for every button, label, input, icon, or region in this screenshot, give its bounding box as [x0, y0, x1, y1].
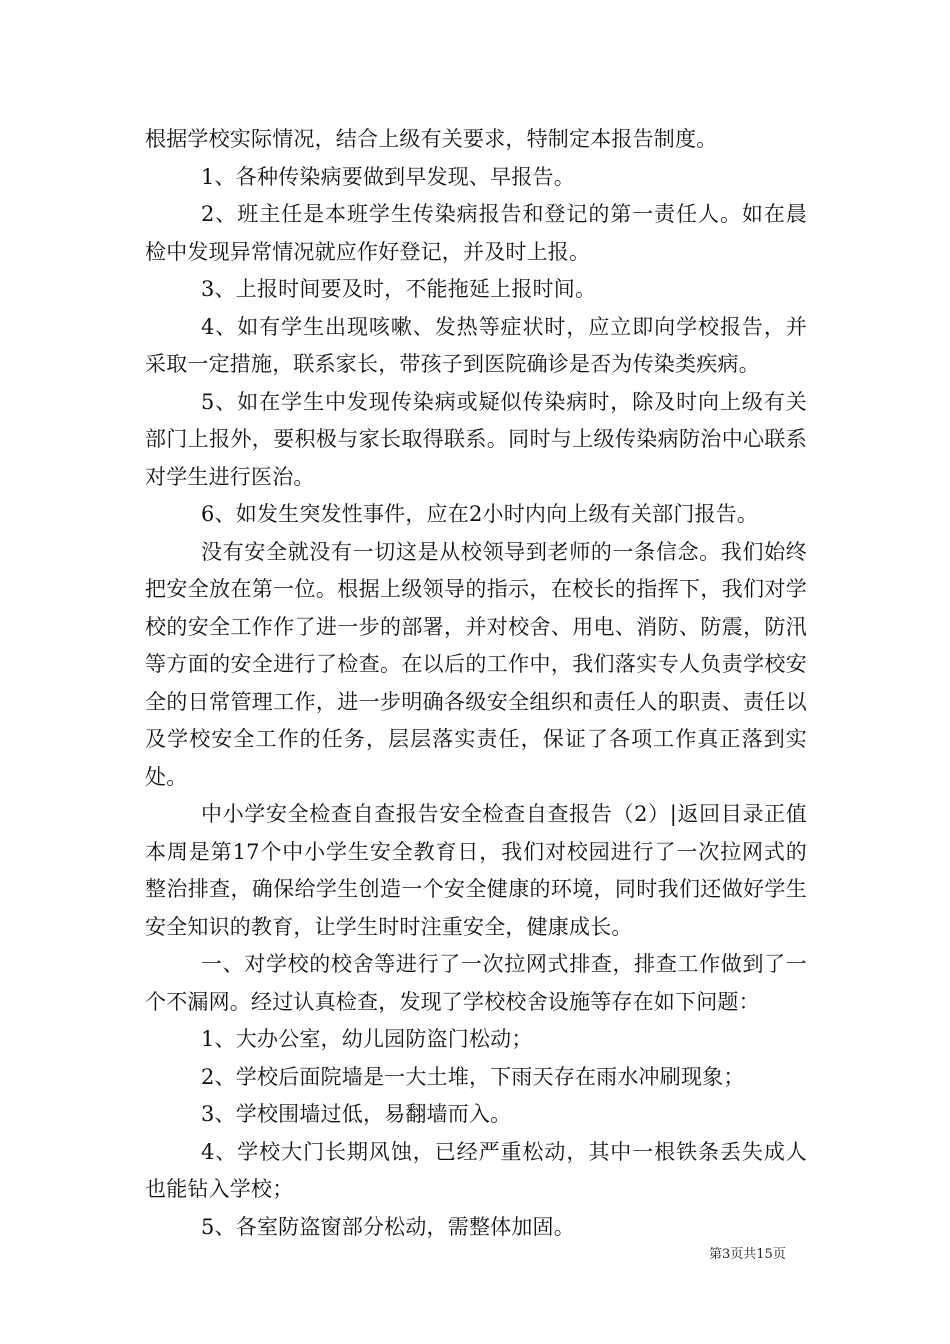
- paragraph: 5、各室防盗窗部分松动，需整体加固。: [201, 1214, 575, 1239]
- paragraph: 1、大办公室，幼儿园防盗门松动；: [201, 1027, 533, 1051]
- paragraph: 6、如发生突发性事件，应在2小时内向上级有关部门报告。: [201, 502, 759, 526]
- page-number: 第3页共15页: [709, 1247, 786, 1262]
- paragraph: 中小学安全检查自查报告安全检查自查报告（2）|返回目录正值本周是第17个中小学生安全教育日，我们对校园进行了一次拉网式的整治排查，确保给学生创造一个安全健康的环境，同时我们还做好学生安全知识的教育，让学生时时注重安全，健康成长。: [145, 802, 807, 939]
- paragraph: 根据学校实际情况，结合上级有关要求，特制定本报告制度。: [145, 127, 718, 151]
- paragraph: 2、学校后面院墙是一大土堆，下雨天存在雨水冲刷现象；: [201, 1064, 745, 1089]
- paragraph: 1、各种传染病要做到早发现、早报告。: [201, 164, 575, 189]
- paragraph: 一、对学校的校舍等进行了一次拉网式排查，排查工作做到了一个不漏网。经过认真检查，发现了学校校舍设施等存在如下问题：: [145, 952, 807, 1014]
- paragraph: 3、上报时间要及时，不能拖延上报时间。: [201, 277, 597, 301]
- paragraph: 4、学校大门长期风蚀，已经严重松动，其中一根铁条丢失成人也能钻入学校；: [145, 1139, 807, 1201]
- paragraph: 2、班主任是本班学生传染病报告和登记的第一责任人。如在晨检中发现异常情况就应作好登记，并及时上报。: [145, 202, 807, 264]
- paragraph: 5、如在学生中发现传染病或疑似传染病时，除及时向上级有关部门上报外，要积极与家长取得联系。同时与上级传染病防治中心联系对学生进行医治。: [145, 389, 807, 489]
- paragraph: 4、如有学生出现咳嗽、发热等症状时，应立即向学校报告，并采取一定措施，联系家长，带孩子到医院确诊是否为传染类疾病。: [145, 314, 807, 376]
- paragraph: 没有安全就没有一切这是从校领导到老师的一条信念。我们始终把安全放在第一位。根据上级领导的指示，在校长的指挥下，我们对学校的安全工作作了进一步的部署，并对校舍、用电、消防、防震，防汛等方面的安全进行了检查。在以后的工作中，我们落实专人负责学校安全的日常管理工作，进一步明确各级安全组织和责任人的职责、责任以及学校安全工作的任务，层层落实责任，保证了各项工作真正落到实处。: [145, 539, 807, 789]
- paragraph: 3、学校围墙过低，易翻墙而入。: [201, 1102, 512, 1126]
- document-body: [145, 121, 807, 1246]
